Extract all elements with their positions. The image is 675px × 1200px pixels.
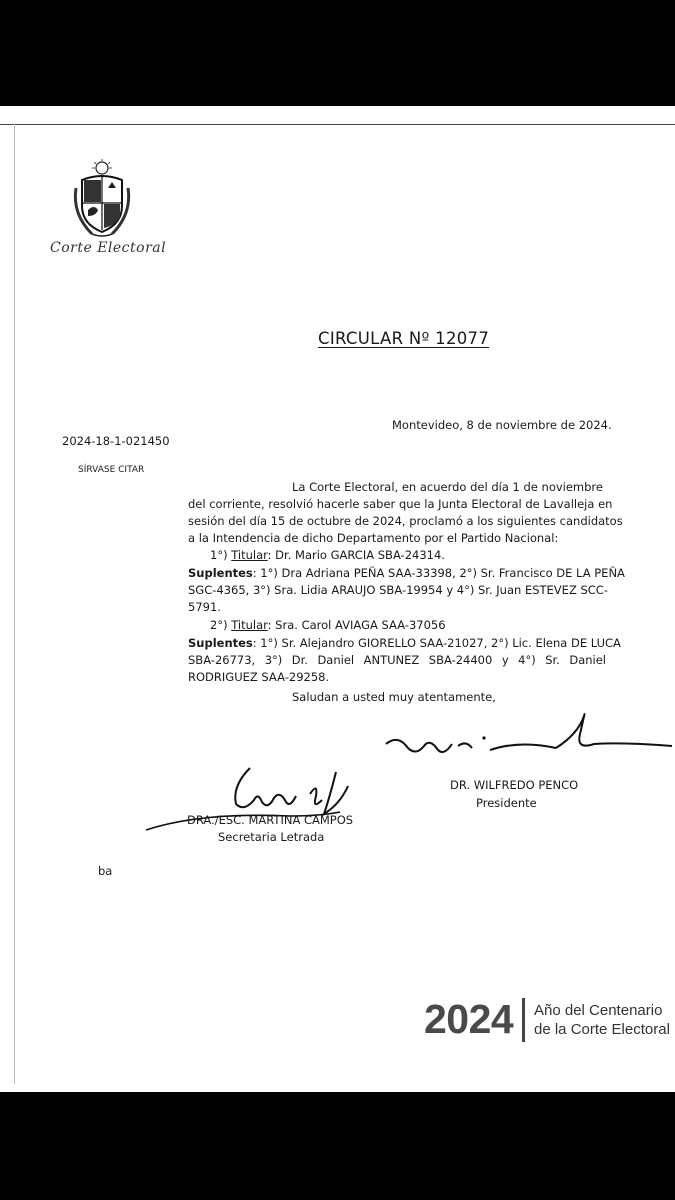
candidate-2-suplentes-line-1: Suplentes: 1°) Sr. Alejandro GIORELLO SAA-21027, 2°) Lic. Elena DE LUCA	[188, 636, 621, 650]
coat-of-arms-icon	[70, 158, 134, 240]
footer-year: 2024	[424, 996, 514, 1042]
footer-line-2: de la Corte Electoral	[534, 1021, 670, 1038]
intro-line-4: a la Intendencia de dicho Departamento por el Partido Nacional:	[188, 531, 559, 545]
president-signature	[380, 704, 675, 764]
intro-line-2: del corriente, resolvió hacerle saber que la Junta Electoral de Lavalleja en	[188, 497, 613, 511]
candidate-1-ordinal: 1°)	[210, 548, 228, 562]
organization-name: Corte Electoral	[50, 240, 167, 256]
candidate-2-suplentes-line-3: RODRIGUEZ SAA-29258.	[188, 670, 330, 684]
intro-line-1: La Corte Electoral, en acuerdo del día 1 de noviembre	[292, 480, 603, 494]
reference-number: 2024-18-1-021450	[62, 434, 170, 448]
candidate-2-ordinal: 2°)	[210, 618, 228, 632]
cite-note: SÍRVASE CITAR	[78, 465, 145, 475]
president-role: Presidente	[476, 796, 537, 810]
candidate-1-titular-name: : Dr. Mario GARCIA SBA-24314.	[267, 548, 445, 562]
footer-divider	[522, 998, 525, 1042]
candidate-1-suplentes-line-2: SGC-4365, 3°) Sra. Lidia ARAUJO SBA-19954 y 4°) Sr. Juan ESTEVEZ SCC-	[188, 583, 608, 597]
candidate-2-titular-name: : Sra. Carol AVIAGA SAA-37056	[267, 618, 446, 632]
circular-title: CIRCULAR Nº 12077	[318, 329, 490, 348]
president-name: DR. WILFREDO PENCO	[450, 778, 579, 792]
typist-initials: ba	[98, 864, 113, 878]
candidate-2-titular	[210, 618, 446, 632]
titular-label: Titular	[231, 618, 268, 632]
paper-top-edge	[0, 124, 675, 125]
suplentes-label: Suplentes	[188, 636, 253, 650]
candidate-1-suplentes-line-3: 5791.	[188, 600, 221, 614]
candidate-2-suplentes-line-2: SBA-26773, 3°) Dr. Daniel ANTUNEZ SBA-24400 y 4°) Sr. Daniel	[188, 653, 606, 667]
titular-label: Titular	[231, 548, 268, 562]
candidate-1-titular	[210, 548, 445, 562]
closing-text: Saludan a usted muy atentamente,	[292, 690, 496, 704]
document-page	[0, 106, 675, 1092]
secretary-name: DRA./ESC. MARTINA CAMPOS	[187, 813, 354, 827]
footer-line-1: Año del Centenario	[534, 1002, 663, 1019]
intro-line-3: sesión del día 15 de octubre de 2024, proclamó a los siguientes candidatos	[188, 514, 623, 528]
suplentes-label: Suplentes	[188, 566, 253, 580]
place-date: Montevideo, 8 de noviembre de 2024.	[392, 418, 612, 432]
secretary-role: Secretaria Letrada	[218, 830, 325, 844]
candidate-1-suplentes-line-1: Suplentes: 1°) Dra Adriana PEÑA SAA-33398, 2°) Sr. Francisco DE LA PEÑA	[188, 566, 625, 580]
paper-left-edge	[14, 124, 15, 1084]
